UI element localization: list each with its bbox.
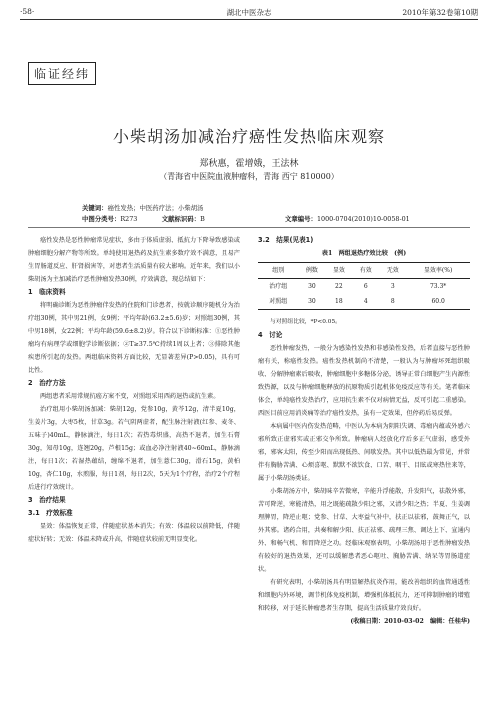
authors: 郑秋惠，霍增娥，王法林: [199, 159, 299, 169]
table-header-cell: 显效率(%): [423, 267, 453, 274]
subsection-heading-3-2: 3.2 结果(见表1): [258, 236, 314, 244]
section-heading-3: 3 治疗结果: [28, 496, 66, 504]
keywords: 癌性发热；中医药疗法；小柴胡汤: [107, 204, 204, 212]
issue-info: 2010年第32卷第10期: [402, 8, 478, 17]
left-column: [28, 234, 240, 546]
table-cell: 6: [363, 283, 368, 290]
article-no-label: 文章编号：: [285, 215, 317, 223]
table-cell: 治疗组: [269, 283, 288, 290]
keywords-label: 关键词：: [82, 204, 108, 212]
received-date: (收稿日期：2010-03-02 编辑：任桂华): [350, 618, 470, 625]
table-cell: 18: [335, 298, 343, 305]
header-rule: [20, 19, 478, 20]
table-cell: 4: [363, 298, 368, 305]
table-header-cell: 组别: [272, 267, 285, 274]
table-cell: 30: [308, 283, 316, 290]
discussion-paragraph-3: 小柴胡汤方中，柴胡味辛苦微寒，辛能升浮能散，升发阳气，祛散外邪，苦可降逆，寒能清热，用之既能疏散少阳之邪，又清少阳之热；半夏、生姜调理脾胃，降逆止呕；党参、甘草、大枣益气补中，扶正以祛邪，鼓舞正气，以外其邪。诸药合用，共奏和解少阳、扶正祛邪、疏理三焦、调达上下、宣通内外、和畅气机、和胃降逆之功。经临床观察表明，小柴胡汤用于恶性肿瘤发热有较好的退热效果，还可以缓解患者恶心呕吐、胸胁苦满、纳呆等胃肠道症状。: [258, 488, 470, 573]
section-heading-4: 4 讨论: [258, 331, 283, 339]
table-cell: 73.3*: [429, 283, 447, 290]
column-tag: 临证经纬: [28, 62, 96, 85]
table-header-cell: 有效: [359, 267, 372, 274]
criteria-paragraph: 显效：体温恢复正常，伴随症状基本消失；有效：体温较以前降低，伴随症状好转；无效：体温未降或升高，伴随症状较前无明显变化。: [28, 523, 240, 543]
keywords-line: [82, 203, 203, 212]
clc-line: [82, 214, 205, 223]
page-number: ·58·: [20, 7, 35, 16]
subsection-heading-3-1: 3.1 疗效标准: [28, 509, 73, 517]
article-no-value: 1000-0704(2010)10-0058-01: [316, 215, 410, 223]
table-cell: 8: [390, 298, 395, 305]
abstract-rule: [28, 227, 470, 228]
discussion-paragraph-1: 恶性肿瘤发热，一般分为感染性发热和非感染性发热，后者直接与恶性肿瘤有关，称癌性发热。癌性发热机制尚不清楚，一般认为与肿瘤坏死组织吸收、分解肿瘤素后吸收，肿瘤细胞中多糖体分泌，诱导正常白细胞产生内源性致热源，以及与肿瘤细胞释放的抗原物质引起机体免疫反应等有关。笔者临床体会，单纯癌性发热治疗，应用抗生素不仅对病情无益，反可引起二重感染。西医目前应用消炎痛等治疗癌性发热，虽有一定效果，但停药后易反弹。: [258, 345, 470, 417]
table-row: [258, 294, 470, 310]
discussion-paragraph-4: 有研究表明，小柴胡汤具有明显解热抗炎作用，能改善组织的血管通透性和细胞内外环境，调节机体免疫机制，增强机体抵抗力，还可抑制肿瘤的增殖和转移，对于延长肿瘤患者生存期，提高生活质量疗效良好。: [258, 579, 470, 612]
article-no-line: [285, 214, 410, 223]
table-cell: 对照组: [269, 298, 288, 305]
table-cell: 30: [308, 298, 316, 305]
doc-code-label: 文献标识码：: [161, 215, 201, 223]
table-caption: 表1 两组退热疗效比较 (例): [321, 250, 407, 257]
table-cell: 3: [390, 283, 395, 290]
method-paragraph-2: 治疗组用小柴胡汤加减：柴胡12g，党参10g，黄芩12g，清半夏10g，生姜片3g，大枣5枚，甘草3g。若气阴两虚者，配生脉注射液(红参、麦冬、五味子)40mL，静脉滴注，每日1次；若热毒炽盛，高热不退者，加生石膏30g，知母10g，连翘20g，芦根15g；或血必净注射液40~60mL，静脉滴注，每日1次；若湿热蕴结，缠绵不退者，加生薏仁30g，滑石15g，黄柏10g，杏仁10g，水煎服，每日1剂，每日2次，5天为1个疗程，治疗2个疗程后进行疗效统计。: [28, 406, 240, 491]
section-heading-1: 1 临床资料: [28, 288, 66, 296]
table-cell: 60.0: [431, 298, 445, 305]
running-header: [20, 4, 478, 18]
right-column: [258, 234, 470, 628]
table-header-cell: 显效: [332, 267, 345, 274]
affiliation: （青海省中医院血液肿瘤科，青海 西宁 810000）: [159, 172, 339, 181]
section-heading-2: 2 治疗方法: [28, 379, 66, 387]
table-note: 与对照组比较，*P<0.05。: [270, 319, 341, 325]
table-header-cell: 无效: [386, 267, 399, 274]
clinical-data-paragraph: 将明确诊断为恶性肿瘤伴发热的住院和门诊患者，按就诊顺序随机分为治疗组30例，其中男21例，女9例；平均年龄(63.2±5.6)岁；对照组30例，其中男18例，女22例；平均年龄(59.6±8.2)岁。符合以下诊断标准：①恶性肿瘤均有病理学或细胞学诊断依据；②T≥37.5℃持续1周以上者；③排除其他疾患所引起的发热。两组临床资料方面比较，无显著差异(P>0.05)，具有可比性。: [28, 302, 240, 374]
table-cell: 22: [335, 283, 343, 290]
clc-value: R273: [120, 215, 138, 223]
table-header-row: [258, 263, 470, 279]
intro-paragraph: 癌性发热是恶性肿瘤常见症状，多由于体质虚弱、抵抗力下降导致感染或肿瘤细胞分解产物等所致。单纯使用退热药及抗生素多数疗效不满意，且易产生胃肠道反应、肝肾损害等，对患者生活质量有较大影响。近年来，我们以小柴胡汤为主加减治疗恶性肿瘤发热30例，疗效满意，现总结如下：: [28, 237, 240, 283]
journal-name: 湖北中医杂志: [226, 8, 272, 17]
discussion-paragraph-2: 本病属中医内伤发热范畴，中医认为本病为阴阳失调、毒瘤内蕴或外感六邪所致正虚邪实或正邪交争所致。肿瘤病人经放化疗后多正气虚弱，感受外邪，邪客太阳，传至少阳而出现低热、间歇发热。其中以低热最为常见，并常伴有胸胁苦满、心烦喜呕、默默不欲饮食、口苦、咽干、目眩或寒热往来等，属于小柴胡汤类证。: [258, 423, 470, 482]
article-title: 小柴胡汤加减治疗癌性发热临床观察: [112, 127, 385, 146]
doc-code-value: B: [200, 215, 205, 223]
table-header-cell: 例数: [305, 267, 318, 274]
table-row: [258, 279, 470, 295]
method-paragraph-1: 两组患者采用常规抗癌方案不变，对照组采用西药退热或抗生素。: [40, 393, 220, 400]
clc-label: 中图分类号：: [82, 215, 121, 223]
results-table: [258, 262, 470, 310]
